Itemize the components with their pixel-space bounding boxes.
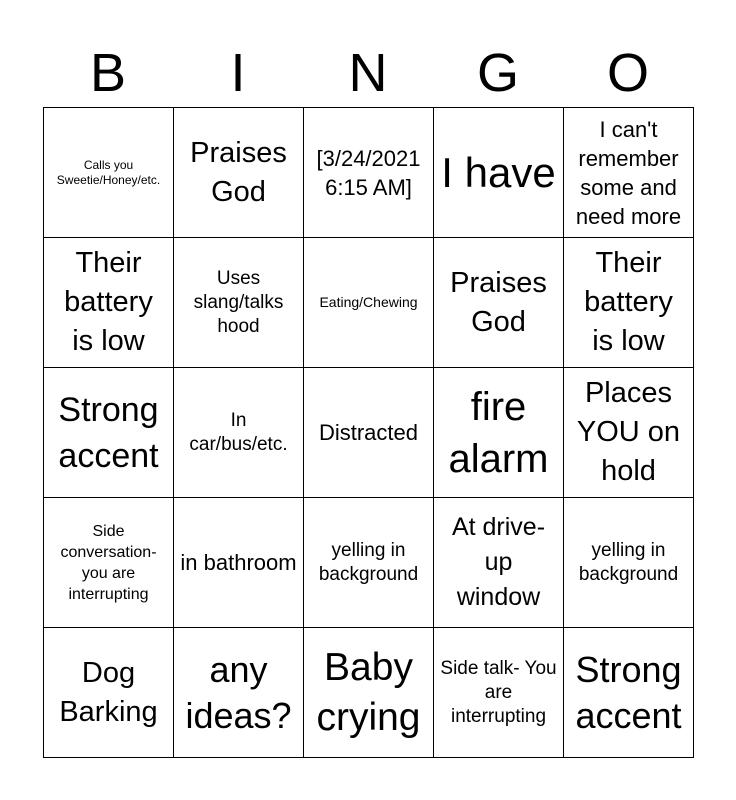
bingo-cell-r5c2[interactable]: any ideas? [174,628,304,758]
header-letter-n: N [348,43,388,103]
bingo-cell-r4c2[interactable]: in bathroom [174,498,304,628]
bingo-cell-r4c1[interactable]: Side conversation- you are interrupting [44,498,174,628]
bingo-cell-r1c2[interactable]: Praises God [174,108,304,238]
bingo-cell-r2c1[interactable]: Their battery is low [44,238,174,368]
bingo-cell-r3c2[interactable]: In car/bus/etc. [174,368,304,498]
bingo-cell-r1c5[interactable]: I can't remember some and need more [564,108,694,238]
header-letter-g: G [476,43,519,103]
bingo-cell-r2c3[interactable]: Eating/Chewing [304,238,434,368]
bingo-cell-r1c4[interactable]: I have [434,108,564,238]
bingo-cell-r1c3[interactable]: [3/24/2021 6:15 AM] [304,108,434,238]
header-letter-b: B [89,43,127,103]
bingo-cell-r4c3[interactable]: yelling in background [304,498,434,628]
bingo-cell-r5c3[interactable]: Baby crying [304,628,434,758]
header-letter-o: O [606,43,649,103]
bingo-cell-r5c5[interactable]: Strong accent [564,628,694,758]
bingo-cell-r2c5[interactable]: Their battery is low [564,238,694,368]
bingo-cell-r5c1[interactable]: Dog Barking [44,628,174,758]
bingo-cell-r3c4[interactable]: fire alarm [434,368,564,498]
bingo-cell-r3c1[interactable]: Strong accent [44,368,174,498]
bingo-cell-r3c5[interactable]: Places YOU on hold [564,368,694,498]
header-letter-i: I [230,43,246,103]
bingo-board [43,107,694,758]
bingo-cell-r3c3[interactable]: Distracted [304,368,434,498]
bingo-cell-r4c4[interactable]: At drive-up window [434,498,564,628]
bingo-header [43,38,693,108]
bingo-cell-r1c1[interactable]: Calls you Sweetie/Honey/etc. [44,108,174,238]
bingo-cell-r2c4[interactable]: Praises God [434,238,564,368]
bingo-cell-r5c4[interactable]: Side talk- You are interrupting [434,628,564,758]
bingo-cell-r2c2[interactable]: Uses slang/talks hood [174,238,304,368]
bingo-cell-r4c5[interactable]: yelling in background [564,498,694,628]
